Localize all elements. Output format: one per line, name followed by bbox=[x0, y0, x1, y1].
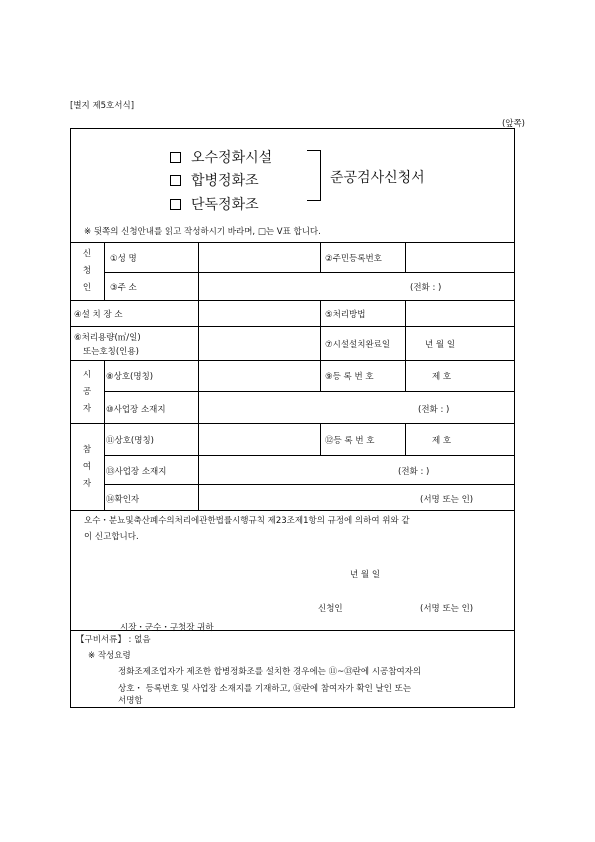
instruction-notice: ※ 뒷쪽의 신청안내를 읽고 작성하시기 바라며, □는 V표 합니다. bbox=[84, 227, 321, 237]
declaration-date: 년 월 일 bbox=[350, 570, 381, 580]
participant-phone-label: (전화 : ) bbox=[398, 467, 430, 477]
title-bracket bbox=[307, 150, 321, 201]
option-label: 오수정화시설 bbox=[191, 150, 273, 166]
row-divider bbox=[70, 300, 515, 301]
guide-line-2: 상호・ 등록번호 및 사업장 소재지를 기재하고, ⑭란에 참여자가 확인 날인 또는 bbox=[118, 684, 412, 694]
constructor-phone-label: (전화 : ) bbox=[418, 405, 450, 415]
option-label: 단독정화조 bbox=[191, 197, 259, 213]
declaration-signature: (서명 또는 인) bbox=[420, 604, 474, 614]
col-divider bbox=[405, 300, 406, 360]
row-divider bbox=[104, 484, 515, 485]
section-char: 자 bbox=[82, 479, 92, 489]
option-combined-septic[interactable] bbox=[170, 170, 259, 190]
col-divider bbox=[405, 242, 406, 272]
checkbox-icon[interactable] bbox=[170, 175, 181, 186]
capacity-label-sub: 또는호칭(인용) bbox=[83, 347, 139, 357]
completion-date-label: ⑦시설설치완료일 bbox=[325, 340, 391, 350]
section-char: 여 bbox=[82, 462, 92, 472]
constructor-section-label bbox=[80, 367, 94, 418]
row-divider bbox=[70, 326, 515, 327]
declaration-applicant-label: 신청인 bbox=[318, 604, 343, 614]
method-label: ⑤처리방법 bbox=[325, 310, 366, 320]
option-sewage-facility[interactable] bbox=[170, 147, 272, 167]
row-divider bbox=[104, 391, 515, 392]
recipient-label: 시장・군수・구청장 귀하 bbox=[120, 623, 214, 633]
section-char: 공 bbox=[82, 387, 92, 397]
constructor-reg-no-value: 제 호 bbox=[432, 372, 452, 382]
col-divider bbox=[320, 242, 321, 272]
section-char: 신 bbox=[82, 249, 92, 259]
participant-section-label bbox=[80, 442, 94, 493]
confirmer-signature-label: (서명 또는 인) bbox=[420, 495, 474, 505]
form-title: 준공검사신청서 bbox=[330, 170, 425, 186]
constructor-reg-no-label: ⑨등 록 번 호 bbox=[325, 372, 374, 382]
row-divider bbox=[104, 272, 515, 273]
capacity-label: ⑥처리용량(㎥/일) bbox=[74, 333, 141, 343]
section-char: 참 bbox=[82, 445, 92, 455]
option-single-septic[interactable] bbox=[170, 194, 259, 214]
col-divider bbox=[198, 242, 199, 510]
row-divider bbox=[104, 455, 515, 456]
confirmer-label: ⑭확인자 bbox=[106, 495, 140, 505]
declaration-line-2: 이 신고합니다. bbox=[84, 532, 139, 542]
option-label: 합병정화조 bbox=[191, 173, 259, 189]
required-docs-label: 【구비서류】 : 없음 bbox=[76, 635, 151, 645]
form-number-label: [별지 제5호서식] bbox=[70, 101, 135, 111]
resident-no-label: ②주민등록번호 bbox=[325, 254, 382, 264]
checkbox-icon[interactable] bbox=[170, 152, 181, 163]
col-divider bbox=[104, 360, 105, 510]
participant-reg-no-label: ⑫등 록 번 호 bbox=[325, 436, 375, 446]
section-char: 시 bbox=[82, 370, 92, 380]
row-divider bbox=[70, 242, 515, 243]
constructor-trade-name-label: ⑧상호(명칭) bbox=[106, 372, 154, 382]
participant-trade-name-label: ⑪상호(명칭) bbox=[106, 436, 154, 446]
col-divider bbox=[405, 423, 406, 455]
col-divider bbox=[320, 423, 321, 455]
participant-office-label: ⑬사업장 소재지 bbox=[106, 467, 167, 477]
applicant-section-label bbox=[80, 246, 94, 297]
row-divider bbox=[70, 360, 515, 361]
col-divider bbox=[405, 360, 406, 391]
guide-line-1: 정화조제조업자가 제조한 합병정화조를 설치한 경우에는 ⑪~⑬란에 시공참여자의 bbox=[118, 667, 422, 677]
applicant-phone-label: (전화 : ) bbox=[410, 283, 442, 293]
location-label: ④설 치 장 소 bbox=[74, 310, 123, 320]
row-divider bbox=[70, 423, 515, 424]
section-char: 인 bbox=[82, 283, 92, 293]
address-label: ③주 소 bbox=[110, 283, 137, 293]
completion-date-value: 년 월 일 bbox=[425, 340, 456, 350]
writing-guide-label: ※ 작성요령 bbox=[88, 651, 131, 661]
col-divider bbox=[320, 300, 321, 391]
participant-reg-no-value: 제 호 bbox=[432, 436, 452, 446]
page-side-label: (앞쪽) bbox=[501, 119, 525, 129]
constructor-office-label: ⑩사업장 소재지 bbox=[106, 405, 166, 415]
section-char: 청 bbox=[82, 266, 92, 276]
row-divider bbox=[70, 510, 515, 511]
checkbox-icon[interactable] bbox=[170, 199, 181, 210]
col-divider bbox=[104, 242, 105, 300]
name-label: ①성 명 bbox=[110, 254, 137, 264]
declaration-line-1: 오수・분뇨및축산폐수의처리에관한법률시행규칙 제23조제1항의 규정에 의하여 위와 같 bbox=[84, 516, 410, 526]
guide-line-3: 서명함 bbox=[118, 696, 143, 706]
section-char: 자 bbox=[82, 404, 92, 414]
